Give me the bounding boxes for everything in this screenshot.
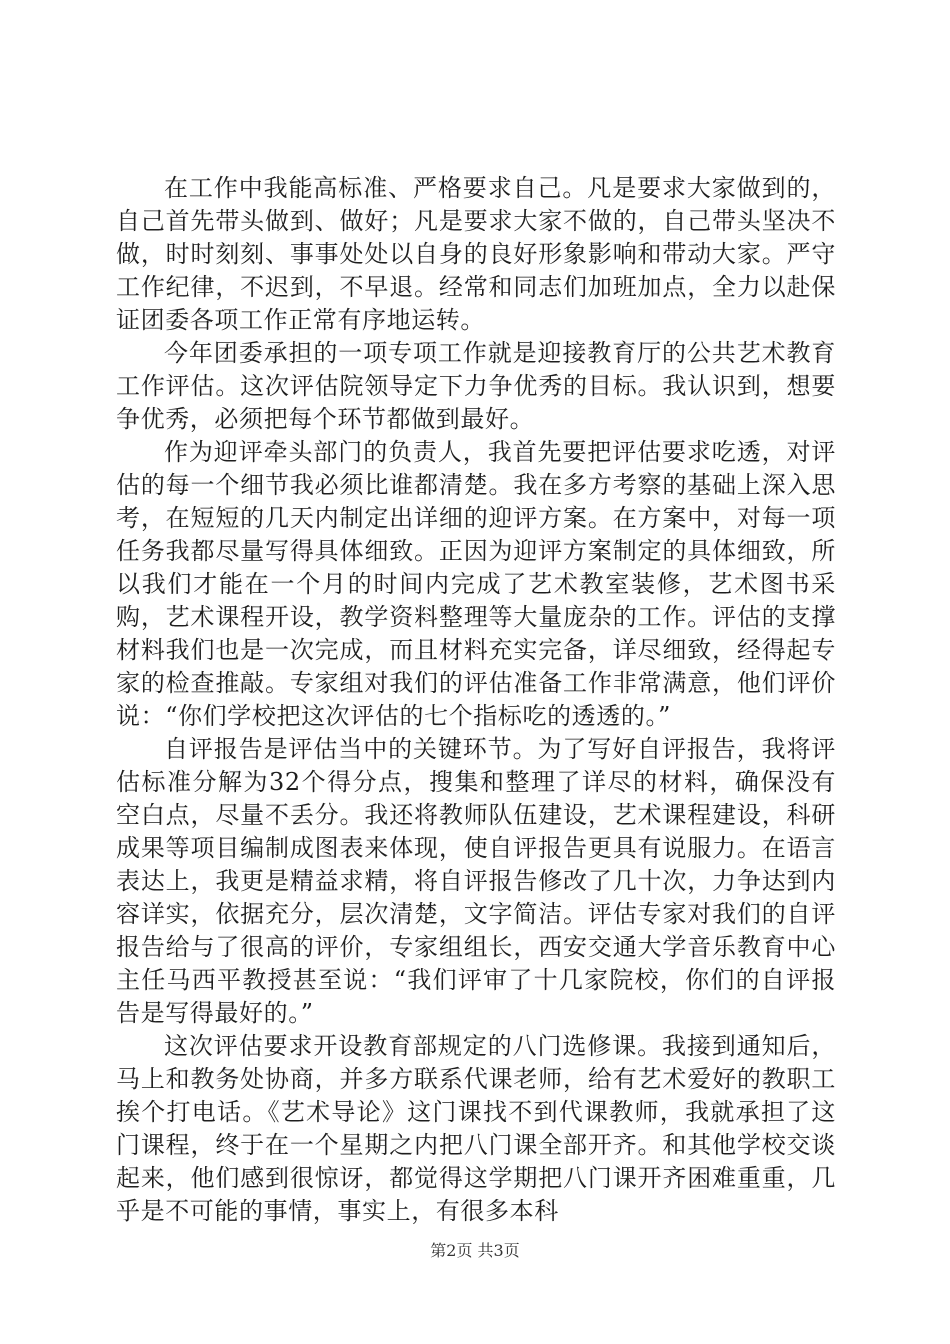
paragraph-1: 在工作中我能高标准、严格要求自己。凡是要求大家做到的，自己首先带头做到、做好；凡是要求大家不做的，自己带头坚决不做，时时刻刻、事事处处以自身的良好形象影响和带动大家。严守工作纪律，不迟到，不早退。经常和同志们加班加点，全力以赴保证团委各项工作正常有序地运转。 [116,174,836,334]
page-footer: 第2页 共3页 [430,1241,520,1260]
paragraph-4: 自评报告是评估当中的关键环节。为了写好自评报告，我将评估标准分解为32个得分点，搜集和整理了详尽的材料，确保没有空白点，尽量不丢分。我还将教师队伍建设，艺术课程建设，科研成果等项目编制成图表来体现，使自评报告更具有说服力。在语言表达上，我更是精益求精，将自评报告修改了几十次，力争达到内容详实，依据充分，层次清楚，文字简洁。评估专家对我们的自评报告给与了很高的评价，专家组组长，西安交通大学音乐教育中心主任马西平教授甚至说：“我们评审了十几家院校，你们的自评报告是写得最好的。” [116,735,836,1027]
paragraph-3: 作为迎评牵头部门的负责人，我首先要把评估要求吃透，对评估的每一个细节我必须比谁都清楚。我在多方考察的基础上深入思考，在短短的几天内制定出详细的迎评方案。在方案中，对每一项任务我都尽量写得具体细致。正因为迎评方案制定的具体细致，所以我们才能在一个月的时间内完成了艺术教室装修，艺术图书采购，艺术课程开设，教学资料整理等大量庞杂的工作。评估的支撑材料我们也是一次完成，而且材料充实完备，详尽细致，经得起专家的检查推敲。专家组对我们的评估准备工作非常满意，他们评价说：“你们学校把这次评估的七个指标吃的透透的。” [116,438,836,730]
paragraph-5: 这次评估要求开设教育部规定的八门选修课。我接到通知后，马上和教务处协商，并多方联系代课老师，给有艺术爱好的教职工挨个打电话。《艺术导论》这门课找不到代课教师，我就承担了这门课程，终于在一个星期之内把八门课全部开齐。和其他学校交谈起来，他们感到很惊讶，都觉得这学期把八门课开齐困难重重，几乎是不可能的事情，事实上，有很多本科 [116,1032,836,1225]
paragraph-2: 今年团委承担的一项专项工作就是迎接教育厅的公共艺术教育工作评估。这次评估院领导定下力争优秀的目标。我认识到，想要争优秀，必须把每个环节都做到最好。 [116,339,836,433]
document-body [116,172,836,1228]
